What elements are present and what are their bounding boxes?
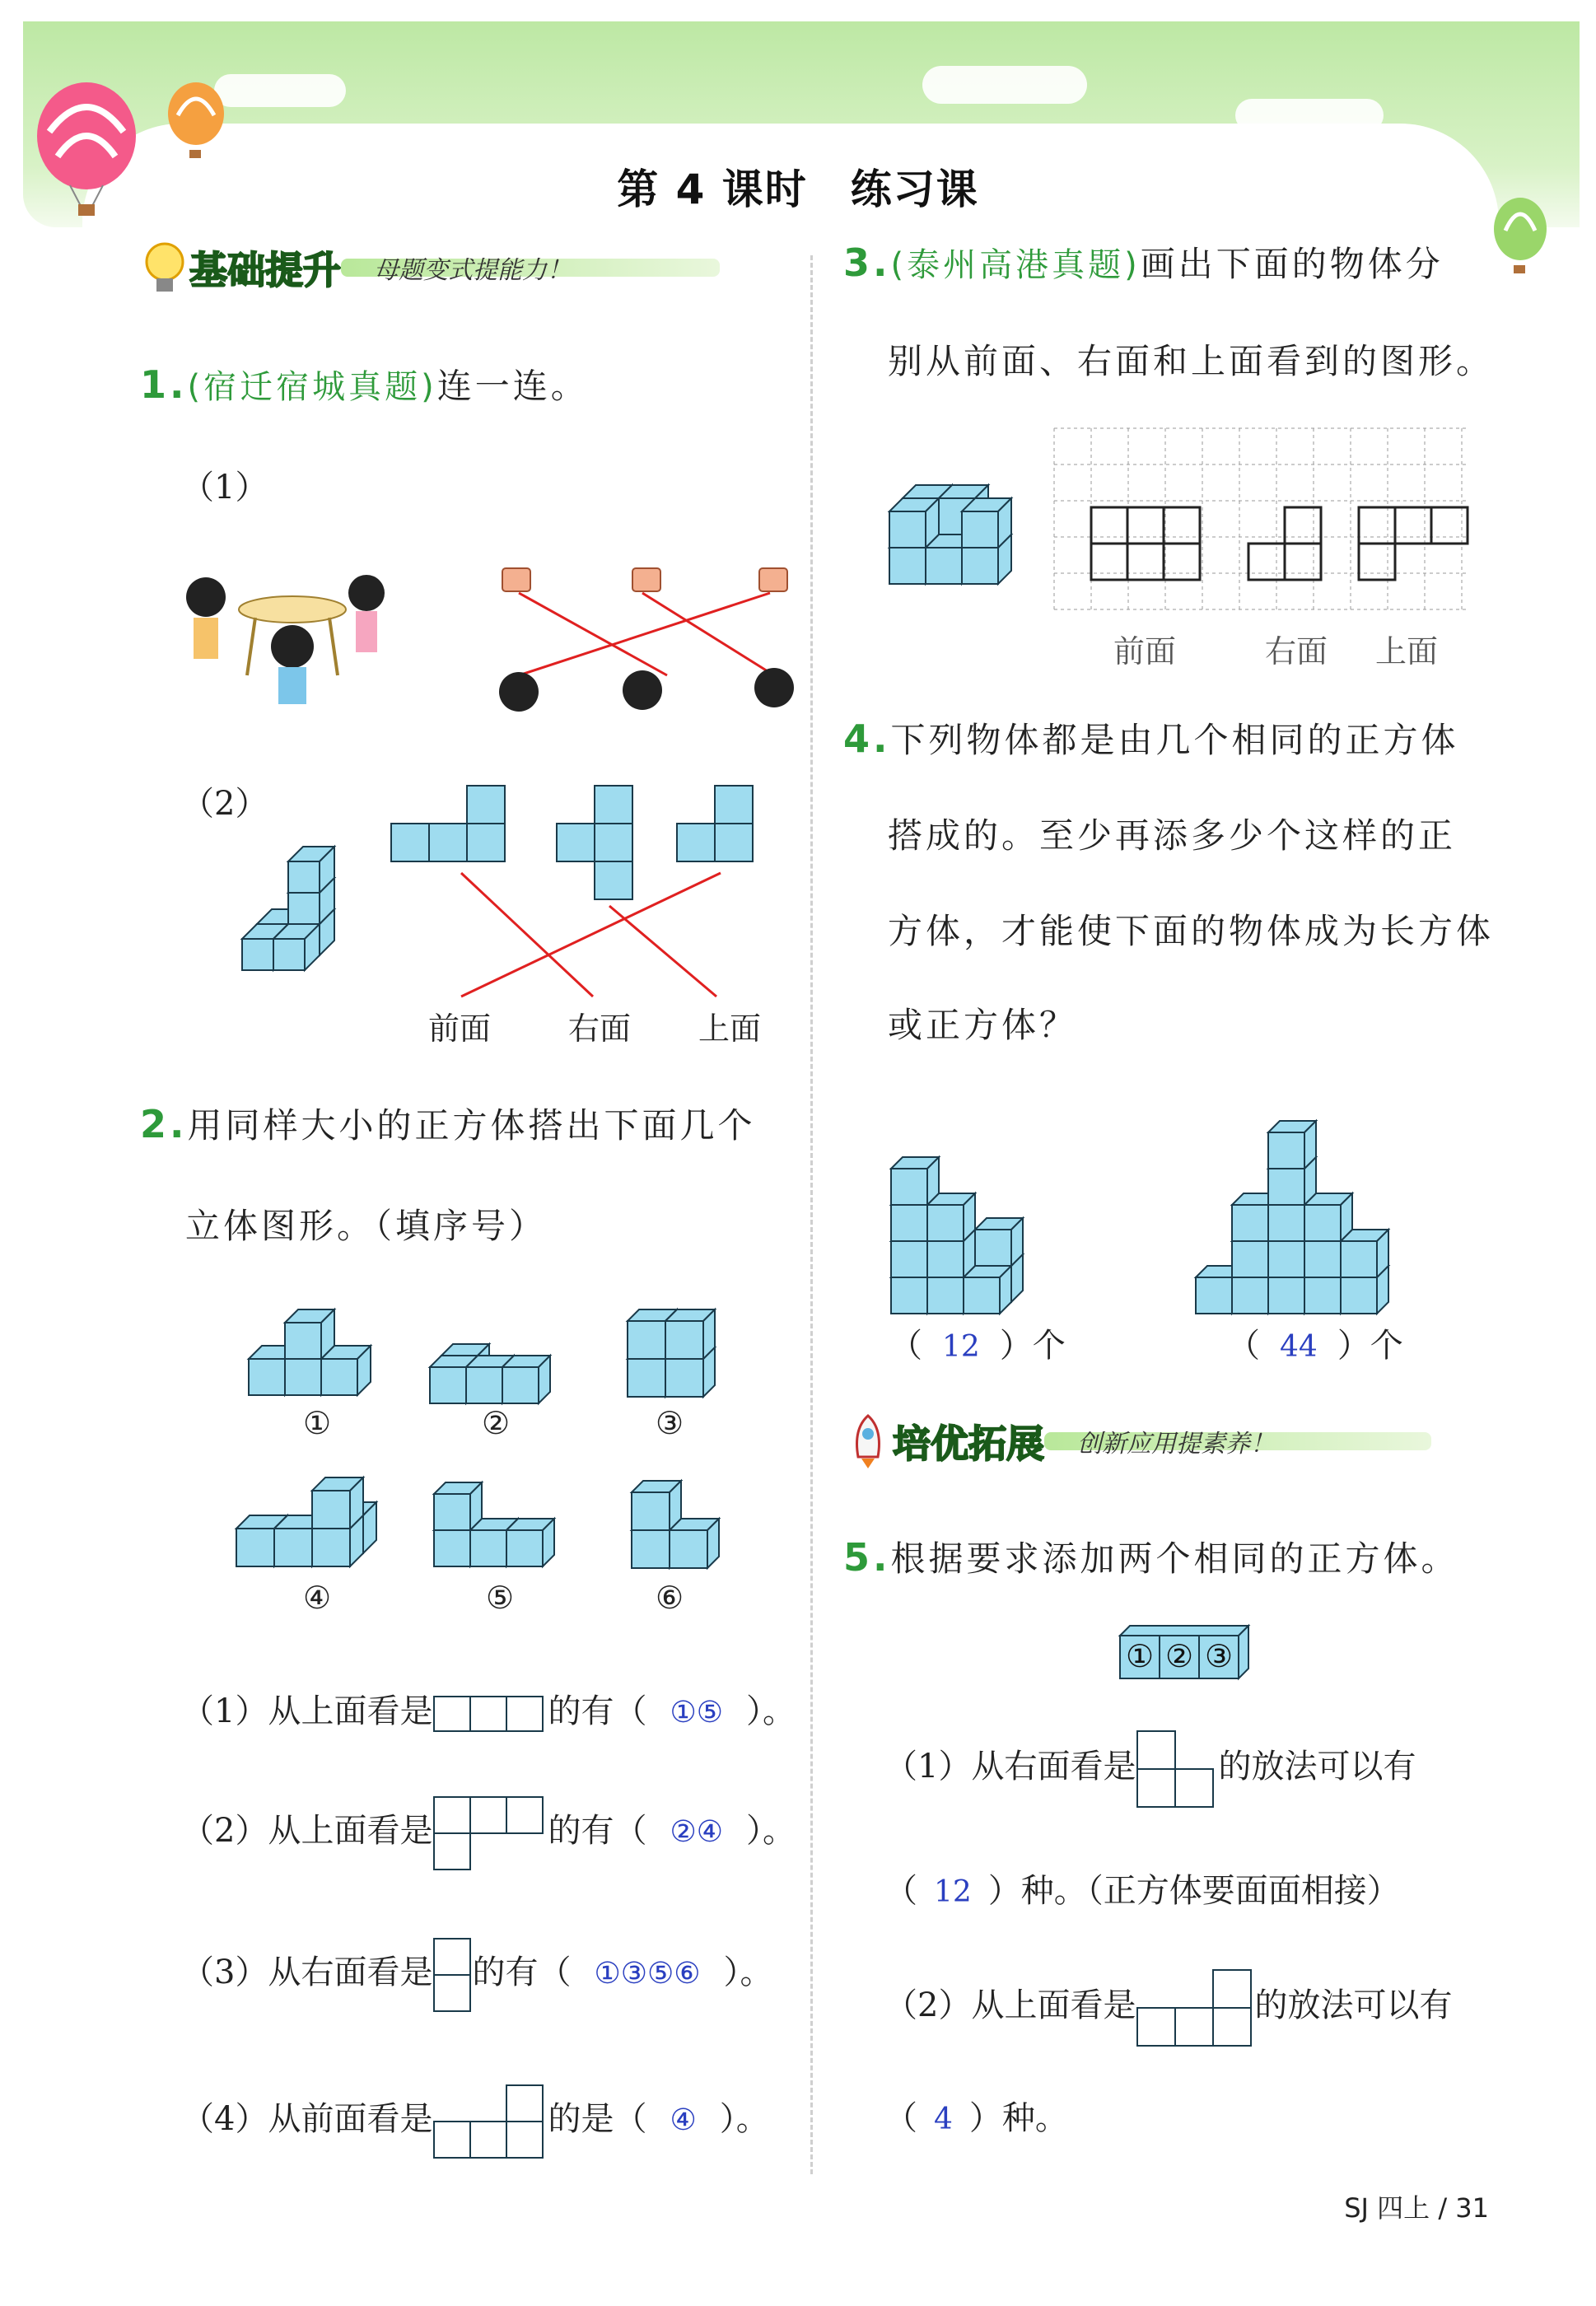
- q5-sub-1-answer: （ 12 ）种。（正方体要面面相接）: [884, 1872, 1400, 1910]
- section-title: 基础提升: [189, 248, 341, 292]
- cup-icon: [759, 568, 787, 591]
- question-4-line3: 方体，才能使下面的物体成为长方体: [888, 911, 1495, 951]
- section-header-basic: [140, 239, 720, 296]
- q1-part2-label: （2）: [181, 785, 268, 823]
- cup-icon: [632, 568, 660, 591]
- answer: ①⑤: [670, 1696, 723, 1730]
- question-source: (宿迁宿城真题): [187, 368, 437, 406]
- question-text: 下列物体都是由几个相同的正方体: [890, 720, 1459, 760]
- child-head-icon: [499, 672, 539, 712]
- view-top-l-shape: [432, 1795, 548, 1871]
- question-number: 2.: [140, 1102, 188, 1146]
- cube: [502, 1356, 550, 1403]
- view-label-top: 上面: [1375, 633, 1439, 670]
- view-top-three-squares: [432, 1695, 548, 1733]
- child-head-icon: [623, 670, 662, 710]
- svg-text:①: ①: [1125, 1638, 1155, 1674]
- page-footer: SJ 四上 / 31: [1344, 2192, 1489, 2224]
- question-text: 连一连。: [436, 366, 589, 406]
- cube: [632, 1481, 681, 1530]
- q2-sub-1: （1）从上面看是 的有（ ①⑤ ）。: [181, 1685, 796, 1733]
- view-label-right: 右面: [1265, 633, 1328, 670]
- lightbulb-icon: [140, 239, 189, 296]
- question-1: [140, 359, 589, 408]
- svg-text:②: ②: [1164, 1638, 1194, 1674]
- q2-figure-2: [428, 1326, 585, 1400]
- q2-sub-4: （4）从前面看是 的是（ ④ ）。: [181, 2084, 769, 2159]
- rocket-icon: [843, 1412, 893, 1470]
- cube: [670, 1519, 719, 1568]
- question-text: 画出下面的物体分: [1140, 244, 1444, 284]
- figure-label: ⑥: [656, 1580, 684, 1616]
- q2-figure-4: [235, 1463, 391, 1570]
- page-title: 第 4 课时 练习课: [617, 166, 979, 213]
- q1-part1-matching: [494, 560, 807, 717]
- answer: 12: [934, 1875, 972, 1909]
- q5-sub-2-answer: （ 4 ）种。: [884, 2099, 1068, 2137]
- q3-drawing-grid: [1054, 428, 1482, 626]
- cube: [506, 1519, 554, 1566]
- section-header-advanced: [843, 1412, 1431, 1470]
- view-label-front: 前面: [1113, 633, 1177, 670]
- question-text: 用同样大小的正方体搭出下面几个: [187, 1105, 756, 1146]
- cube: [927, 1193, 975, 1241]
- figure-label: ②: [482, 1405, 511, 1441]
- cube: [1304, 1193, 1352, 1241]
- hot-air-balloon-icon: [165, 82, 231, 165]
- figure-label: ①: [303, 1405, 332, 1441]
- cube: [312, 1477, 363, 1529]
- question-number: 5.: [843, 1535, 891, 1580]
- q2-sub-3: （3）从右面看是 的有（ ①③⑤⑥ ）。: [181, 1937, 773, 2013]
- cube: [288, 847, 334, 893]
- answer: ②④: [670, 1815, 723, 1849]
- question-2: [140, 1099, 756, 1148]
- question-3-line2: 别从前面、右面和上面看到的图形。: [888, 341, 1495, 381]
- q3-cube-object: [886, 474, 1051, 597]
- cube: [964, 1266, 1011, 1314]
- q5-sub-1: （1）从右面看是 的放法可以有: [884, 1730, 1416, 1809]
- view-front-shape: [432, 2084, 548, 2159]
- question-3: [843, 237, 1444, 287]
- view-label-right: 右面: [568, 1011, 632, 1047]
- figure-label: ③: [656, 1405, 684, 1441]
- answer: ④: [670, 2103, 697, 2137]
- question-4-line4: 或正方体？: [888, 1005, 1078, 1045]
- cup-icon: [502, 568, 530, 591]
- figure-label: ④: [303, 1580, 332, 1616]
- question-5: [843, 1532, 1459, 1581]
- section-title: 培优拓展: [893, 1421, 1044, 1466]
- cloud: [922, 66, 1087, 104]
- cloud: [214, 74, 346, 107]
- answer: 12: [942, 1330, 980, 1364]
- child-head-icon: [754, 668, 794, 707]
- q5-three-cubes: [1118, 1624, 1250, 1682]
- cube: [889, 498, 939, 548]
- cube: [1268, 1121, 1316, 1169]
- question-number: 3.: [843, 240, 891, 285]
- cube: [665, 1309, 715, 1359]
- q2-figure-3: [626, 1301, 733, 1400]
- cube: [273, 924, 320, 970]
- question-number: 1.: [140, 362, 188, 407]
- question-4: [843, 713, 1459, 763]
- view-right-shape: [1136, 1730, 1218, 1809]
- q2-figure-6: [630, 1479, 737, 1570]
- q4-figure-1: [889, 1116, 1054, 1314]
- cube: [285, 1309, 334, 1359]
- q2-figure-5: [432, 1479, 572, 1570]
- answer: 4: [934, 2103, 953, 2136]
- question-source: (泰州高港真题): [890, 246, 1141, 284]
- question-2-line2: 立体图形。（填序号）: [185, 1206, 548, 1246]
- answer: 44: [1280, 1330, 1318, 1364]
- q1-part1-label: （1）: [181, 469, 268, 506]
- q4-figure-2: [1194, 1091, 1416, 1314]
- q1-part2-matching-lines: [387, 857, 774, 1013]
- section-slogan: 创新应用提素养！: [1044, 1432, 1431, 1450]
- view-top-shape: [1136, 1968, 1254, 2047]
- q1-cube-stack: [239, 848, 371, 980]
- cube: [321, 1346, 371, 1395]
- q2-figure-1: [247, 1301, 387, 1400]
- cube: [962, 498, 1011, 548]
- cube: [891, 1157, 939, 1205]
- view-label-front: 前面: [428, 1011, 492, 1047]
- section-slogan: 母题变式提能力！: [341, 259, 720, 277]
- view-label-top: 上面: [698, 1011, 762, 1047]
- answer: ①③⑤⑥: [594, 1957, 701, 1991]
- cube: [434, 1482, 482, 1530]
- question-text: 根据要求添加两个相同的正方体。: [890, 1538, 1459, 1579]
- q4-answer-2: （ 44 ）个: [1227, 1327, 1403, 1365]
- svg-text:③: ③: [1204, 1638, 1234, 1674]
- cube: [1341, 1230, 1388, 1277]
- q2-sub-2: （2）从上面看是 的有（ ②④ ）。: [181, 1795, 796, 1871]
- q4-answer-1: （ 12 ）个: [889, 1327, 1066, 1365]
- cube: [975, 1218, 1023, 1266]
- question-number: 4.: [843, 717, 891, 761]
- column-divider: [810, 255, 813, 2174]
- children-around-table-illustration: [181, 560, 395, 717]
- figure-label: ⑤: [486, 1580, 515, 1616]
- q5-sub-2: （2）从上面看是 的放法可以有: [884, 1968, 1452, 2047]
- question-4-line2: 搭成的。至少再添多少个这样的正: [888, 815, 1457, 856]
- view-right-column: [432, 1937, 472, 2013]
